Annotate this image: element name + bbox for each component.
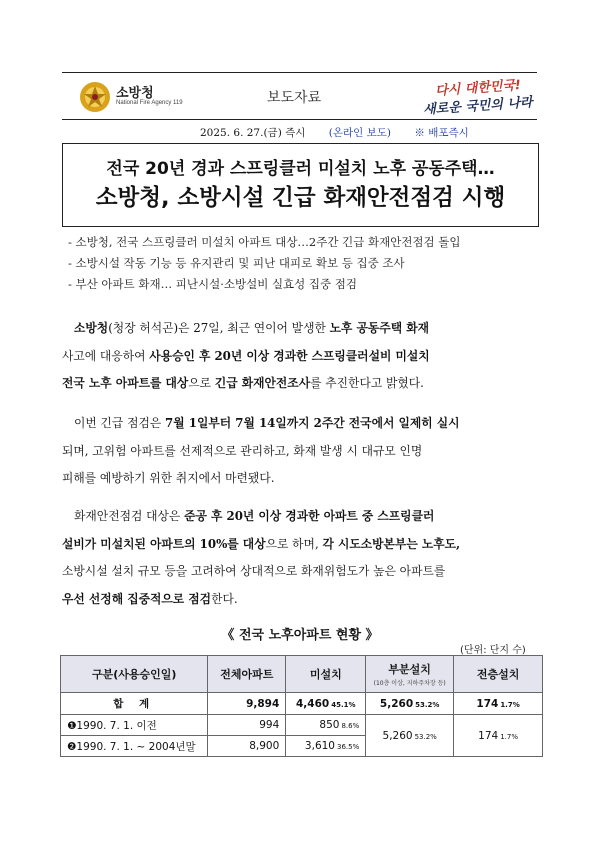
- cell-value: 174: [476, 697, 499, 710]
- table-unit: (단위: 단지 수): [460, 645, 526, 656]
- text-run: 으로 하며,: [265, 536, 323, 551]
- release-date: 2025. 6. 27.(금) 즉시: [200, 127, 306, 139]
- text-run: 소방시설 설치 규모 등을 고려하여 상대적으로 화재위험도가 높은 아파트를: [62, 564, 446, 578]
- bold-text: 각 시도소방본부는 노후도,: [322, 536, 461, 551]
- summary-bullet: - 소방청, 전국 스프링클러 미설치 아파트 대상…2주간 긴급 화재안전점검 돌입: [68, 235, 461, 249]
- body-paragraph-2: [62, 410, 540, 493]
- cell-percent: 53.2%: [414, 732, 437, 741]
- header-bar: [62, 72, 537, 120]
- cell-percent: 45.1%: [331, 700, 356, 709]
- bold-text: 설비가 미설치된 아파트의 10%를 대상: [62, 536, 266, 551]
- body-paragraph-3: [62, 503, 540, 613]
- row-total-apartments: 8,900: [208, 736, 286, 757]
- bold-text: 노후 공동주택 화재: [329, 321, 429, 335]
- cell-value: 3,610: [304, 740, 335, 752]
- text-run: , 화재 발생 시 대규모 인명: [285, 443, 423, 458]
- bold-text: 전국 노후 아파트를 대상: [62, 376, 189, 390]
- body-paragraph-1: [62, 315, 540, 398]
- paragraph-line: [62, 503, 540, 531]
- cell-percent: 8.6%: [341, 722, 360, 730]
- cell-value: 850: [319, 719, 340, 731]
- headline-box: [62, 143, 539, 227]
- paragraph-line: [62, 438, 540, 466]
- paragraph-line: [62, 558, 540, 586]
- text-run: 으로: [188, 376, 215, 390]
- slogan-line-1: 다시 대한민국!: [434, 78, 522, 99]
- bold-text: 긴급 화재안전조사: [214, 376, 311, 390]
- cell-value: 5,260: [379, 697, 414, 710]
- row-total-apartments: 994: [208, 715, 286, 736]
- headline-subtitle: 전국 20년 경과 스프링클러 미설치 노후 공동주택…: [106, 159, 495, 179]
- cell-percent: 53.2%: [415, 700, 440, 709]
- total-full-cell: [454, 693, 543, 715]
- bold-text: 소방청: [74, 321, 109, 335]
- row-not-installed: [286, 715, 366, 736]
- bold-text: 우선 선정해 집중적으로 점검: [62, 591, 212, 606]
- header-full-installed: 전층설치: [454, 656, 543, 693]
- paragraph-line: [62, 531, 540, 559]
- text-run: 피해를 예방하기 위한 취지에서 마련됐다.: [62, 471, 275, 485]
- header-not-installed: 미설치: [286, 656, 366, 693]
- text-run: 를 추진한다고 밝혔다.: [310, 376, 424, 390]
- table-header-row: [61, 656, 543, 693]
- paragraph-line: [62, 586, 540, 614]
- total-not-installed-cell: [286, 693, 366, 715]
- cell-percent: 1.7%: [500, 732, 518, 741]
- cell-percent: 36.5%: [336, 743, 360, 751]
- summary-bullets: [68, 232, 538, 295]
- paragraph-line: [62, 315, 540, 343]
- bold-text: 사용승인 후 20년 이상 경과한 스프링클러설비 미설치: [149, 348, 430, 363]
- table-title: 《 전국 노후아파트 현황 》: [221, 628, 379, 643]
- slogan-line-2: 새로운 국민의 나라: [422, 95, 534, 118]
- total-apartments-cell: 9,894: [208, 693, 286, 715]
- fire-agency-emblem-icon: [78, 80, 112, 114]
- cell-value: 174: [478, 729, 499, 742]
- agency-logo: [78, 80, 188, 114]
- row-not-installed: [286, 736, 366, 757]
- text-run: 이번 긴급 점검은: [74, 416, 166, 430]
- text-run: 한다.: [211, 591, 238, 606]
- header-partial-note: (10층 이상, 지하주차장 등): [373, 680, 446, 687]
- table-row-total: [61, 693, 543, 715]
- merged-full-cell: [454, 715, 543, 757]
- row-category: ❷1990. 7. 1. ~ 2004년말: [61, 736, 208, 757]
- text-run: 화재안전점검 대상은: [74, 509, 185, 523]
- text-run: (청장 허석곤)은 27일, 최근 연이어 발생한: [108, 321, 330, 335]
- text-run: 사고에 대응하여: [62, 348, 150, 363]
- cell-value: 4,460: [296, 697, 330, 710]
- paragraph-line: [62, 410, 540, 438]
- agency-name-english: National Fire Agency 119: [116, 100, 183, 106]
- headline-main: 소방청, 소방시설 긴급 화재안전점검 시행: [95, 185, 506, 211]
- total-label: 합 계: [61, 693, 208, 715]
- paragraph-line: [62, 370, 540, 398]
- online-release-note: (온라인 보도): [328, 127, 392, 139]
- cell-value: 5,260: [382, 729, 413, 742]
- summary-bullet: - 부산 아파트 화재… 피난시설·소방설비 실효성 집중 점검: [68, 277, 358, 291]
- row-category: ❶1990. 7. 1. 이전: [61, 715, 208, 736]
- agency-name: 소방청: [116, 86, 154, 101]
- bold-text: 준공 후 20년 이상 경과한 아파트 중 스프링클러: [184, 509, 435, 523]
- summary-bullet: - 소방시설 작동 기능 등 유지관리 및 피난 대피로 확보 등 집중 조사: [68, 256, 405, 270]
- header-total-apartments: 전체아파트: [208, 656, 286, 693]
- header-partial-label: 부분설치: [388, 663, 431, 676]
- government-slogan: [417, 77, 534, 118]
- text-run: 되며, 고위험 아파트를 선제적으로 관리하고: [62, 443, 286, 458]
- distribution-note: ※ 배포즉시: [414, 127, 469, 139]
- table-row: [61, 715, 543, 736]
- document-type: 보도자료: [267, 90, 322, 106]
- total-partial-cell: [366, 693, 454, 715]
- cell-percent: 1.7%: [500, 700, 520, 709]
- header-partial-installed: [366, 656, 454, 693]
- header-category: 구분(사용승인일): [61, 656, 208, 693]
- paragraph-line: [62, 343, 540, 371]
- merged-partial-cell: [366, 715, 454, 757]
- bold-text: 7월 1일부터 7월 14일까지 2주간 전국에서 일제히 실시: [165, 416, 460, 430]
- dateline: [200, 125, 540, 140]
- old-apartment-stats-table: [60, 655, 543, 757]
- paragraph-line: [62, 465, 540, 493]
